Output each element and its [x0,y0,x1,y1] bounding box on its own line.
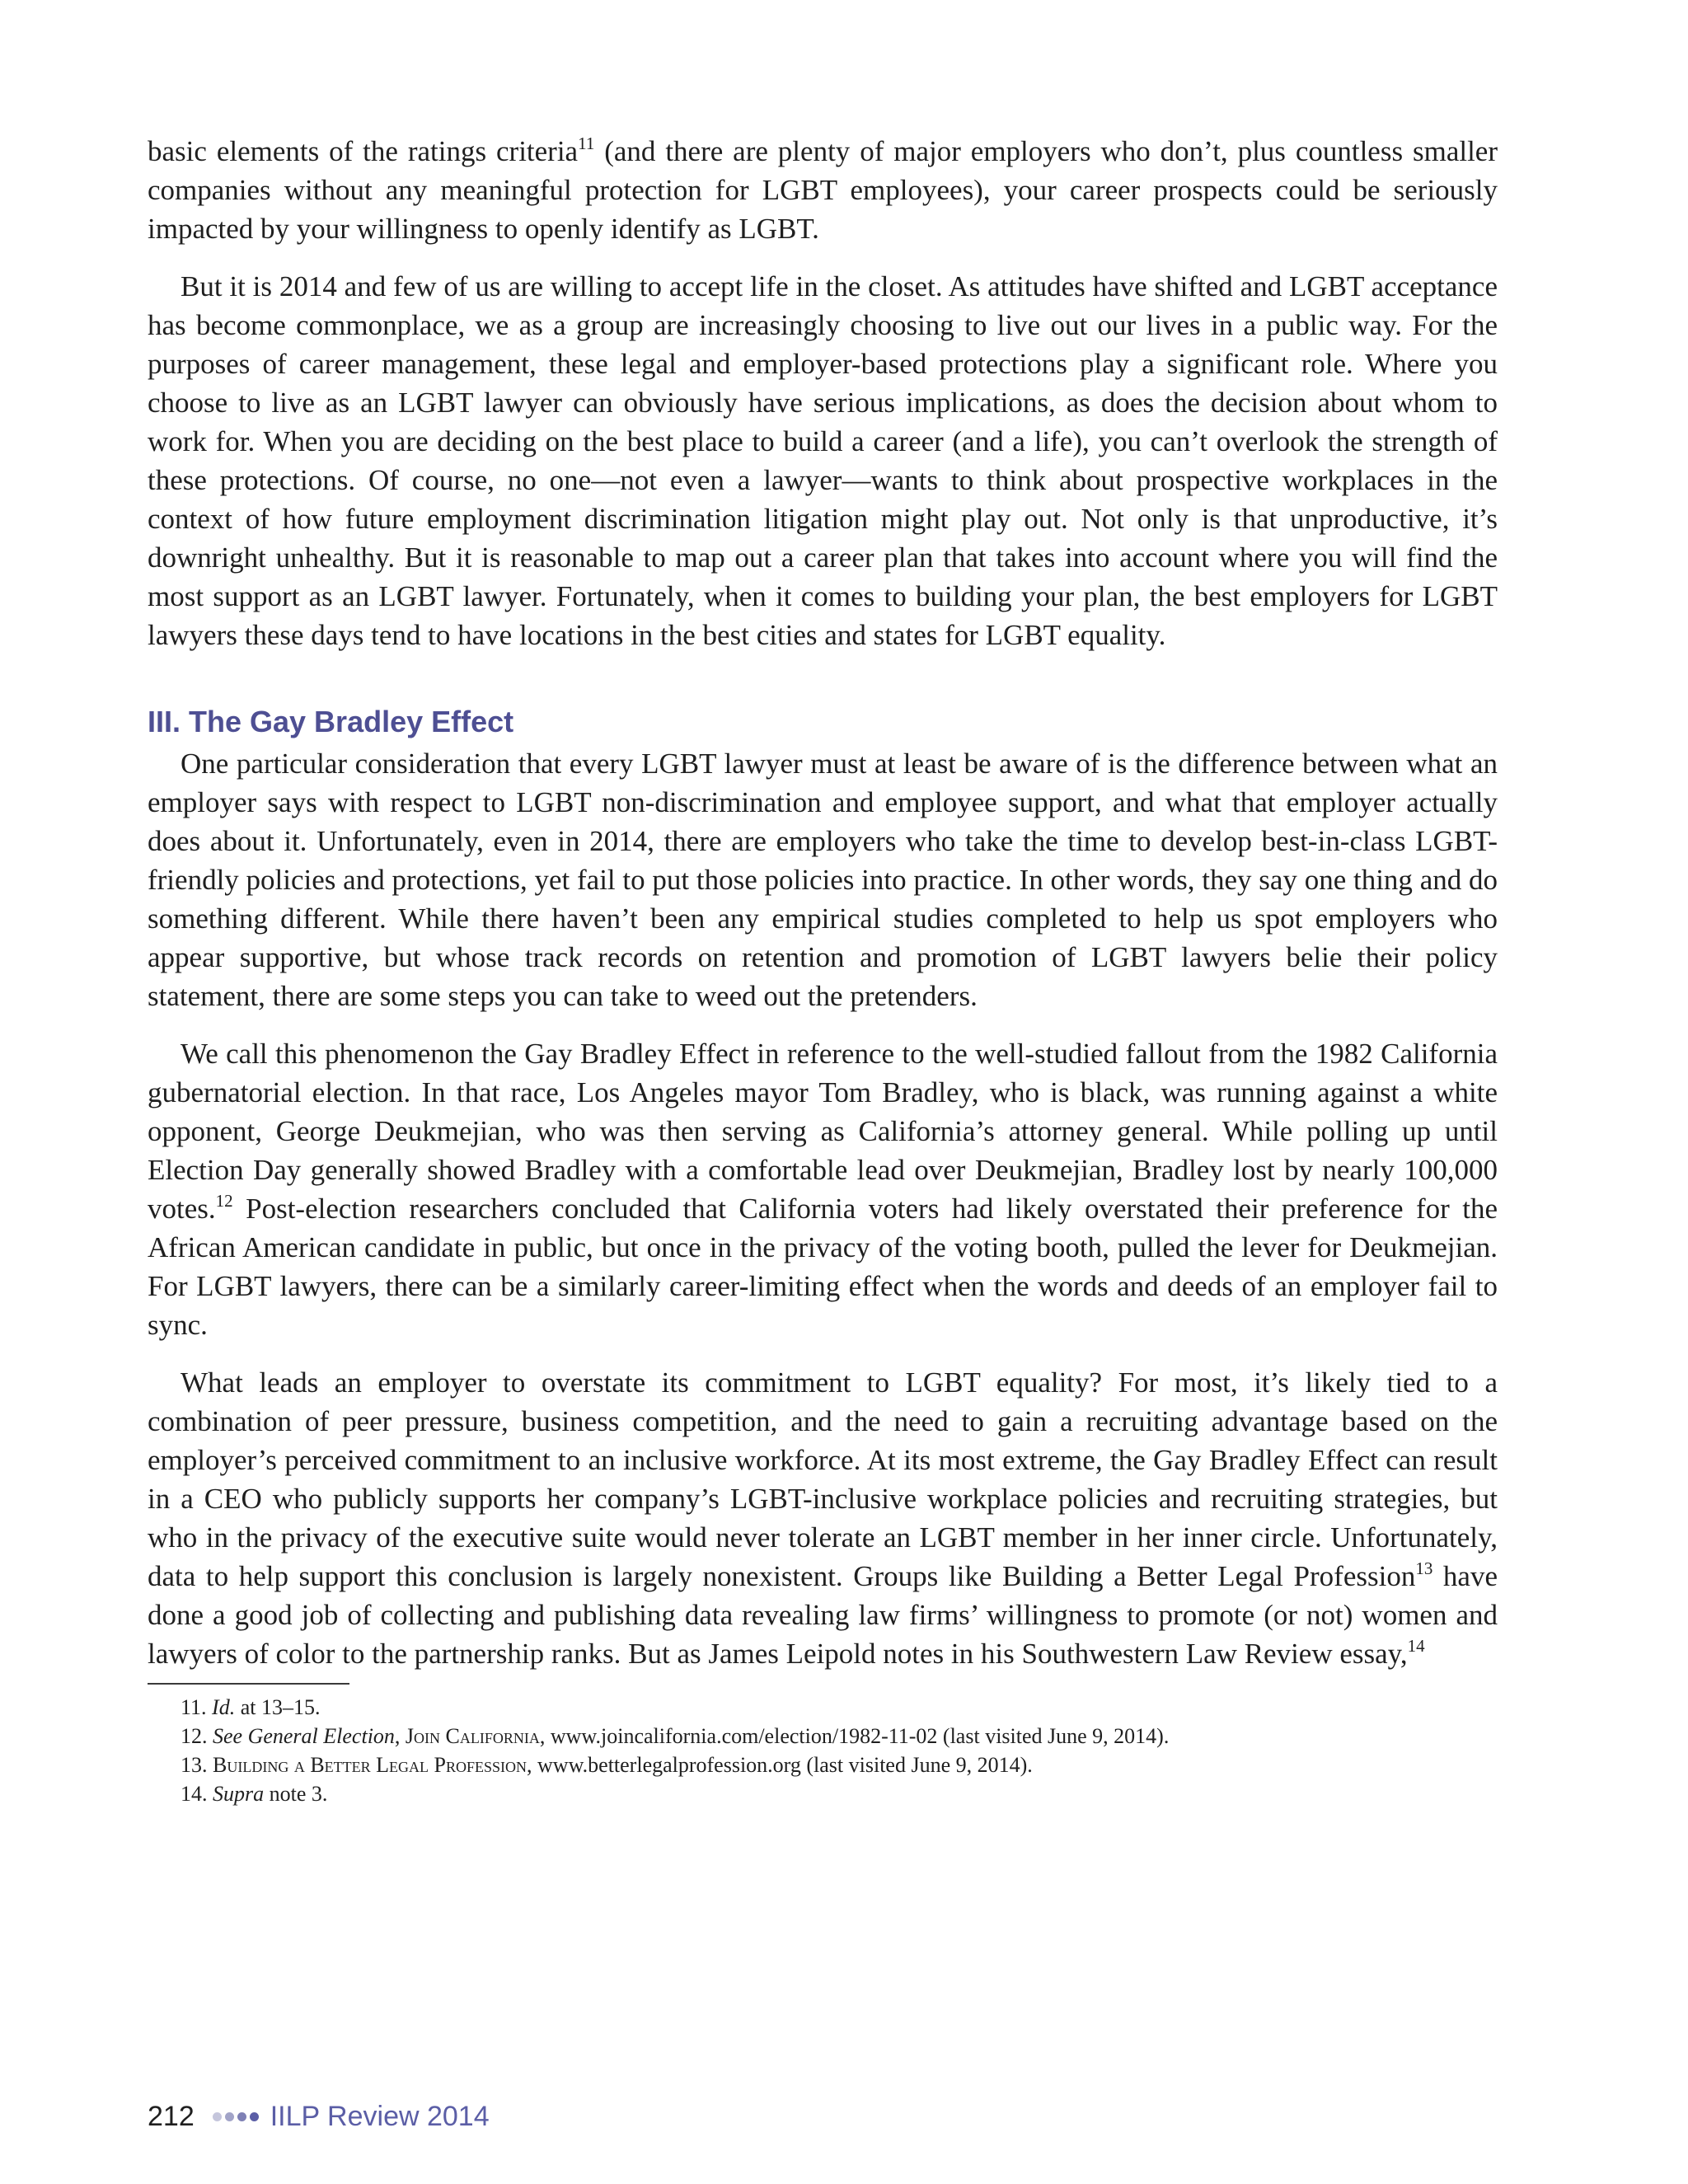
footnote-italic: See General Election [213,1724,395,1748]
footnote-12 [181,1722,1498,1750]
publication-title: IILP Review 2014 [270,2101,490,2132]
paragraph-4-rest: Post-election researchers concluded that California voters had likely overstated their preference for the African American candidate in public, but once in the privacy of the voting booth, pulled the lever for Deukmejian. For LGBT lawyers, there can be a similarly career-limiting effect when the words and deeds of an employer fail to sync. [148,1193,1498,1341]
paragraph-5-rest: have done a good job of collecting and publishing data revealing law firms’ willingness to promote (or not) women and lawyers of color to the partnership ranks. But as James Leipold notes in his Southwestern Law Review essay, [148,1560,1498,1670]
footnote-text[interactable]: , www.joincalifornia.com/election/1982-11-02 (last visited June 9, 2014). [539,1724,1170,1748]
footnote-number: 13. [181,1753,208,1777]
footnote-ref-13[interactable]: 13 [1415,1558,1433,1578]
footnote-text: note 3. [264,1782,328,1806]
paragraph-2: But it is 2014 and few of us are willing to accept life in the closet. As attitudes have shifted and LGBT acceptance has become commonplace, we as a group are increasingly choosing to live out our lives in a public way. For the purposes of career management, these legal and employer-based protections play a significant role. Where you choose to live as an LGBT lawyer can obviously have serious implications, as does the decision about whom to work for. When you are deciding on the best place to build a career (and a life), you can’t overlook the strength of these protections. Of course, no one—not even a lawyer—wants to think about prospective workplaces in the context of how future employment discrimination litigation might play out. Not only is that unproductive, it’s downright unhealthy. But it is reasonable to map out a career plan that takes into account where you will find the most support as an LGBT lawyer. Fortunately, when it comes to building your plan, the best employers for LGBT lawyers these days tend to have locations in the best cities and states for LGBT equality. [148,270,1498,651]
decorative-dots-icon [213,2112,262,2121]
footnote-smallcaps: Building a Better Legal Profession [213,1753,528,1777]
footnote-smallcaps: Join California [405,1724,540,1748]
footnote-number: 14. [181,1782,208,1806]
footnote-divider [148,1683,349,1685]
paragraph-1-text: basic elements of the ratings criteria [148,135,579,167]
footnotes [148,1693,1498,1808]
footnote-13 [181,1750,1498,1779]
paragraph-1-rest: (and there are plenty of major employers who don’t, plus countless smaller companies without any meaningful protection for LGBT employees), your career prospects could be seriously impacted by your willingness to openly identify as LGBT. [148,135,1498,245]
footnote-text[interactable]: , www.betterlegalprofession.org (last visited June 9, 2014). [527,1753,1033,1777]
page-number: 212 [148,2101,195,2132]
footnote-ref-14[interactable]: 14 [1407,1636,1425,1656]
footnote-number: 12. [181,1724,208,1748]
dot-icon [213,2112,222,2121]
page-footer [148,2100,490,2133]
section-heading: III. The Gay Bradley Effect [148,705,514,738]
paragraph-1 [148,132,1498,248]
footnote-italic: Supra [213,1782,265,1806]
footnote-number: 11. [181,1695,207,1719]
dot-icon [225,2112,234,2121]
page-body [148,132,1498,1808]
paragraph-4-text: We call this phenomenon the Gay Bradley Effect in reference to the well-studied fallout from the 1982 California gubernatorial election. In that race, Los Angeles mayor Tom Bradley, who is black, was running against a white opponent, George Deukmejian, who was then serving as California’s attorney general. While polling up until Election Day generally showed Bradley with a comfortable lead over Deukmejian, Bradley lost by nearly 100,000 votes. [148,1038,1498,1225]
footnote-separator: , [394,1724,406,1748]
paragraph-5-text: What leads an employer to overstate its commitment to LGBT equality? For most, it’s likely tied to a combination of peer pressure, business competition, and the need to gain a recruiting advantage based on the employer’s perceived commitment to an inclusive workforce. At its most extreme, the Gay Bradley Effect can result in a CEO who publicly supports her company’s LGBT-inclusive workplace policies and recruiting strategies, but who in the privacy of the executive suite would never tolerate an LGBT member in her inner circle. Unfortunately, data to help support this conclusion is largely nonexistent. Groups like Building a Better Legal Profession [148,1366,1498,1592]
footnote-ref-12[interactable]: 12 [215,1191,233,1211]
footnote-14 [181,1779,1498,1808]
paragraph-5 [148,1363,1498,1673]
footnote-ref-11[interactable]: 11 [578,134,595,153]
footnote-11 [181,1693,1498,1722]
footnote-italic: Id. [212,1695,236,1719]
footnote-text: at 13–15. [235,1695,321,1719]
dot-icon [237,2112,246,2121]
paragraph-3: One particular consideration that every LGBT lawyer must at least be aware of is the difference between what an employer says with respect to LGBT non-discrimination and employee support, and what that employer actually does about it. Unfortunately, even in 2014, there are employers who take the time to develop best-in-class LGBT-friendly policies and protections, yet fail to put those policies into practice. In other words, they say one thing and do something different. While there haven’t been any empirical studies completed to help us spot employers who appear supportive, but whose track records on retention and promotion of LGBT lawyers belie their policy statement, there are some steps you can take to weed out the pretenders. [148,748,1498,1012]
dot-icon [250,2112,259,2121]
paragraph-4 [148,1034,1498,1344]
